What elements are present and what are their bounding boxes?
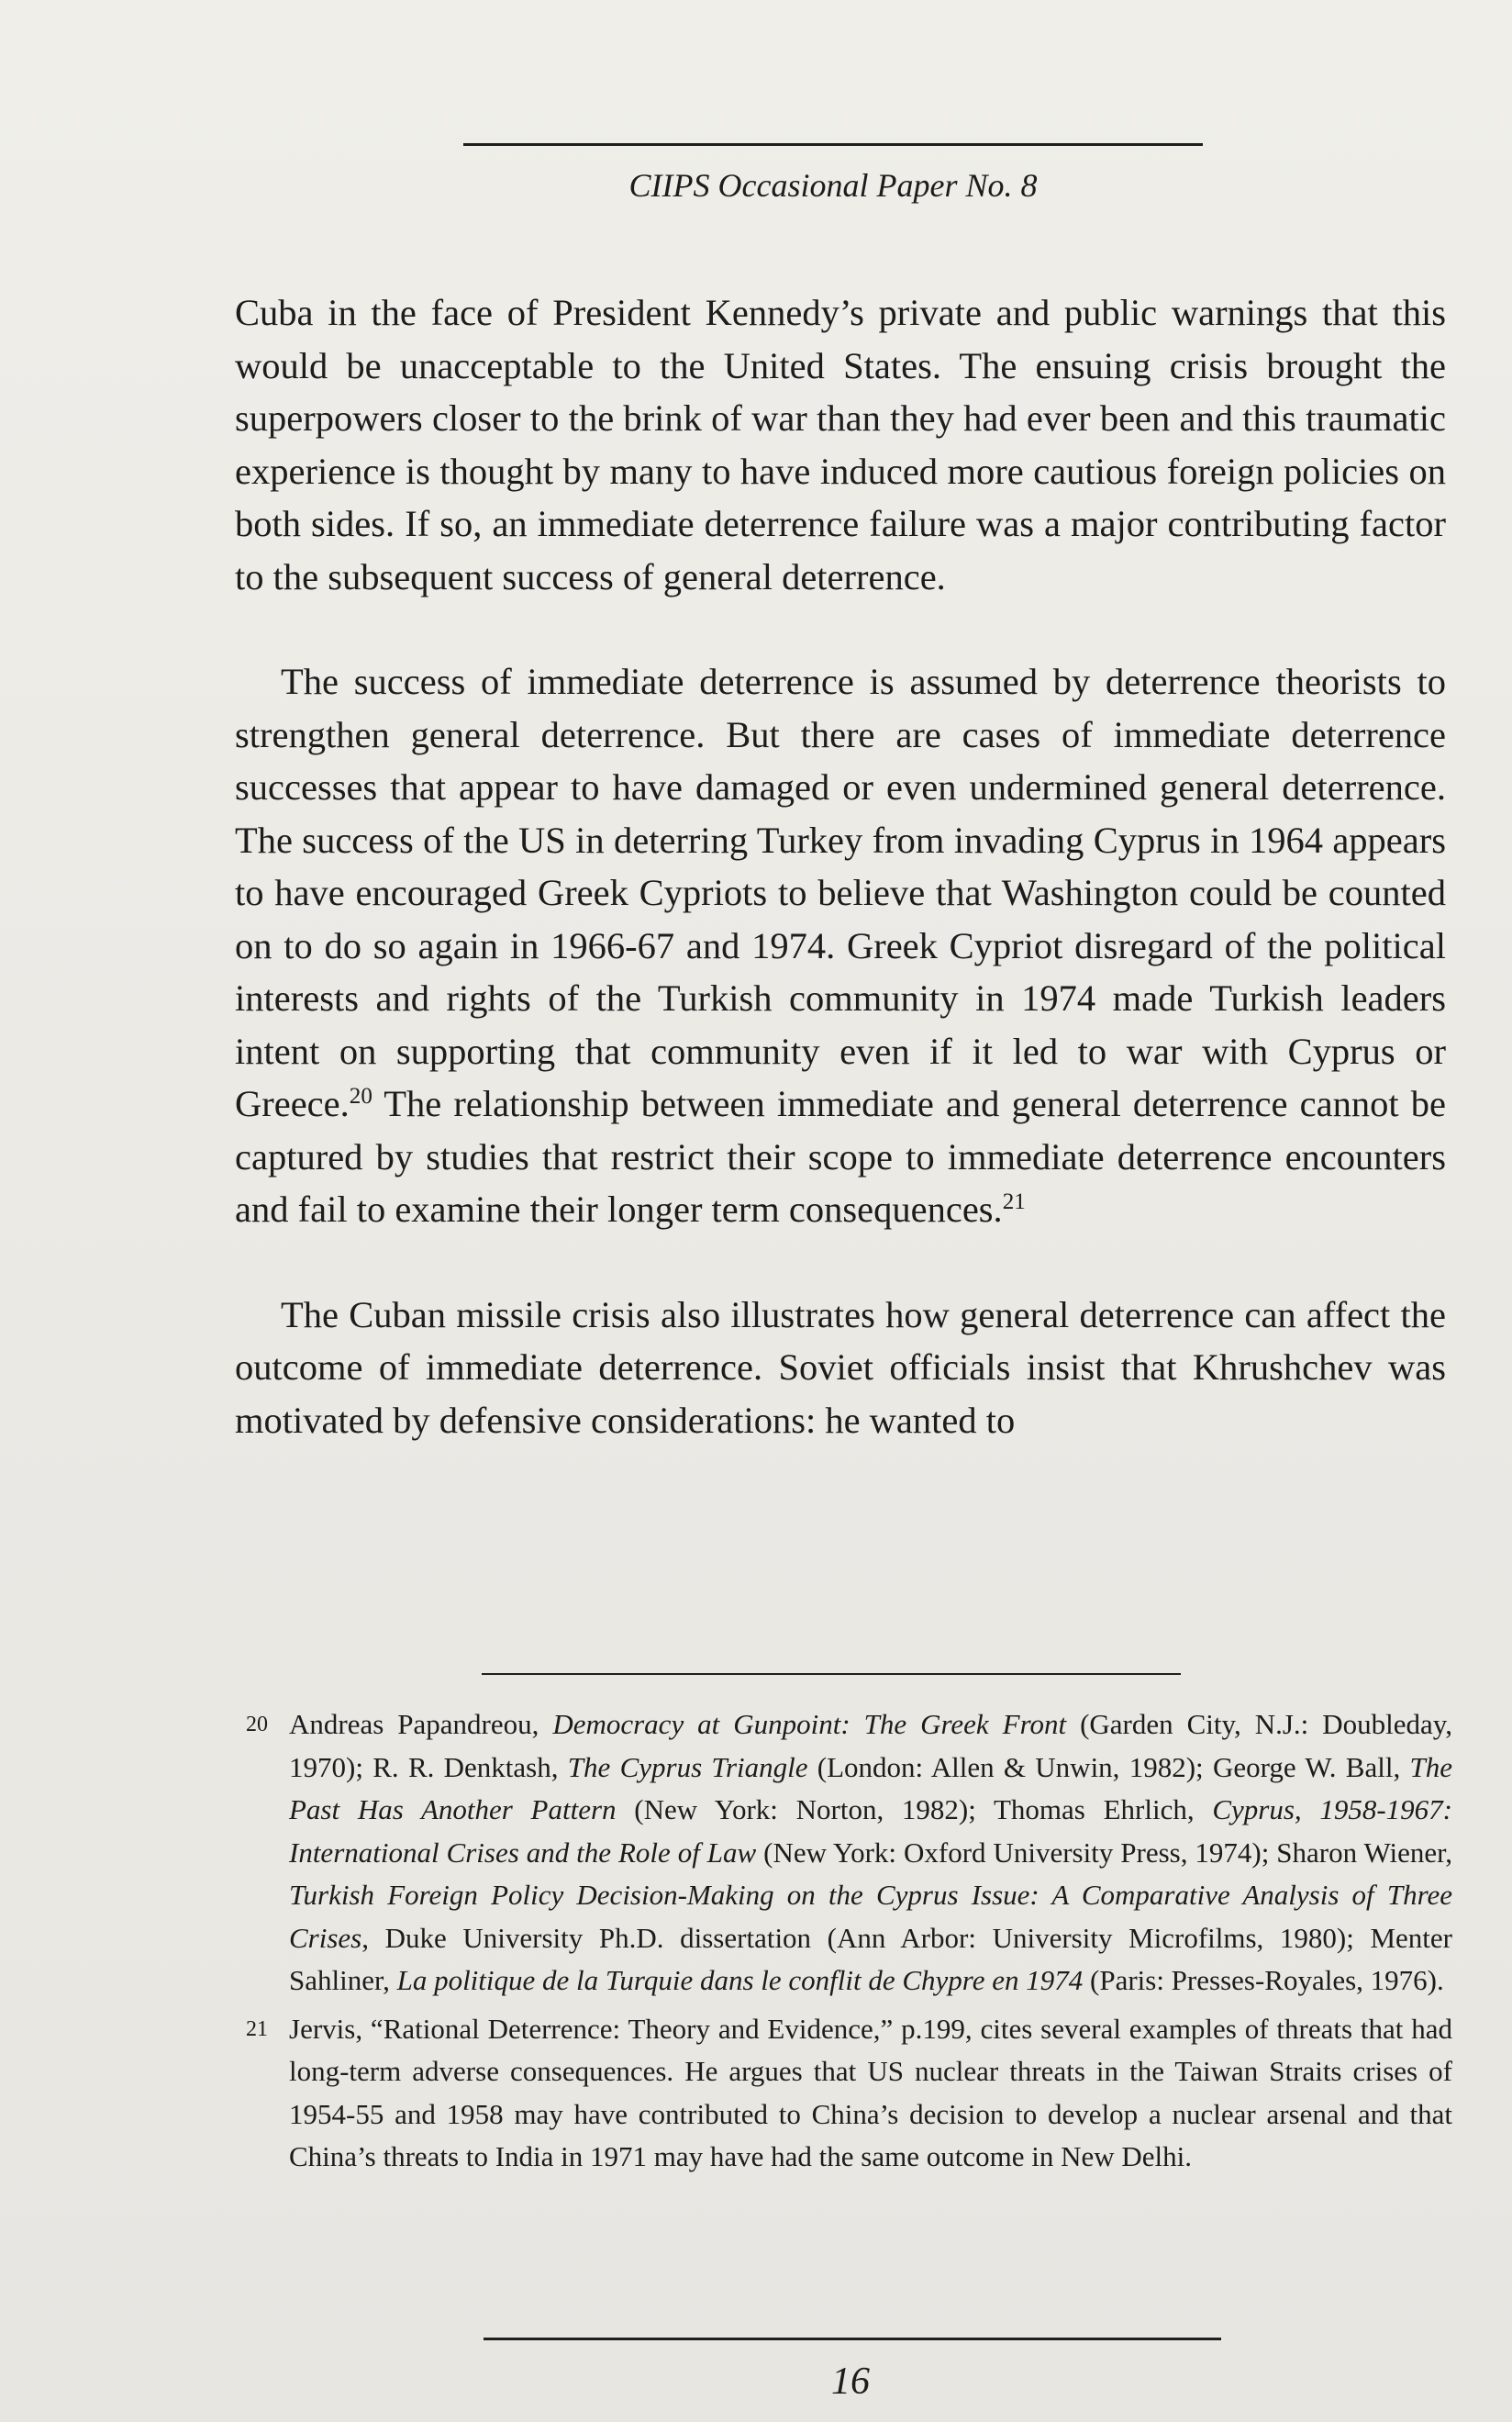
- paragraph-2-part-b: The relationship between immediate and general deterrence cannot be captured by studies that restrict their scope to immediate deterrence encounters and fail to examine their longer term consequences.: [235, 1083, 1446, 1230]
- footnote-separator: [482, 1673, 1181, 1675]
- footnote-text: Jervis, “Rational Deterrence: Theory and Evidence,” p.199, cites several examples of threats that had long-term adverse consequences. He argues that US nuclear threats in the Taiwan Straits crises of 1954-55 and 1958 may have contributed to China’s decision to develop a nuclear arsenal and that China’s threats to India in 1971 may have had the same outcome in New Delhi.: [289, 2012, 1452, 2172]
- header-rule: [463, 143, 1203, 146]
- paragraph-2: [235, 655, 1446, 1236]
- paragraph-3: The Cuban missile crisis also illustrates how general deterrence can affect the outcome of immediate deterrence. Soviet officials insist that Khrushchev was motivated by defensive considerations: he wanted to: [235, 1293, 1446, 1441]
- footnote-number: 20: [246, 1713, 268, 1736]
- footnote-text-segment: (New York: Norton, 1982); Thomas Ehrlich,: [616, 1793, 1213, 1825]
- footnote-text-segment: (Garden City, N.J.: Doubleday, 1970); R. R. Denktash,: [289, 1708, 1452, 1783]
- footnote-21: [246, 2008, 1452, 2179]
- footnote-text-segment: (New York: Oxford University Press, 1974); Sharon Wiener,: [756, 1836, 1452, 1869]
- footnote-text-segment: Andreas Papandreou,: [289, 1708, 553, 1740]
- footnote-text-segment: (London: Allen & Unwin, 1982); George W. Ball,: [807, 1750, 1410, 1783]
- paragraph-1: Cuba in the face of President Kennedy’s private and public warnings that this would be unacceptable to the United States. The ensuing crisis brought the superpowers closer to the brink of war than they had ever been and this traumatic experience is thought by many to have induced more cautious foreign policies on both sides. If so, an immediate deterrence failure was a major contributing factor to the subsequent success of general deterrence.: [235, 292, 1446, 597]
- body-text: [235, 286, 1446, 1446]
- footnote-text-segment: (Paris: Presses-Royales, 1976).: [1083, 1964, 1444, 1996]
- page-number: 16: [831, 2361, 870, 2403]
- book-title: The Cyprus Triangle: [567, 1750, 808, 1783]
- footnote-text-segment: , Duke University Ph.D. dissertation (Ann Arbor: University Microfilms, 1980); Menter Sahliner,: [289, 1921, 1452, 1996]
- book-title: The Past Has Another Pattern: [289, 1750, 1452, 1825]
- book-title: La politique de la Turquie dans le conflit de Chypre en 1974: [396, 1964, 1084, 1996]
- book-title: Cyprus, 1958-1967: International Crises and the Role of Law: [289, 1793, 1452, 1869]
- paragraph-2-part-a: The success of immediate deterrence is assumed by deterrence theorists to strengthen general deterrence. But there are cases of immediate deterrence successes that appear to have damaged or even undermined general deterrence. The success of the US in deterring Turkey from invading Cyprus in 1964 appears to have encouraged Greek Cypriots to believe that Washington could be counted on to do so again in 1966-67 and 1974. Greek Cypriot disregard of the political interests and rights of the Turkish community in 1974 made Turkish leaders intent on supporting that community even if it led to war with Cyprus or Greece.: [235, 661, 1446, 1124]
- footer-rule: [484, 2338, 1221, 2340]
- footnote-ref-20: 20: [349, 1084, 372, 1110]
- book-title: Turkish Foreign Policy Decision-Making on the Cyprus Issue: A Comparative Analysis of Three Crises: [289, 1879, 1452, 1954]
- running-head: CIIPS Occasional Paper No. 8: [628, 167, 1038, 204]
- book-title: Democracy at Gunpoint: The Greek Front: [552, 1708, 1067, 1740]
- footnote-20: [246, 1703, 1452, 2003]
- footnote-number: 21: [246, 2016, 268, 2041]
- footnote-ref-21: 21: [1002, 1189, 1026, 1215]
- footnote-text: [289, 1708, 1452, 1996]
- footnotes: [246, 1703, 1452, 2179]
